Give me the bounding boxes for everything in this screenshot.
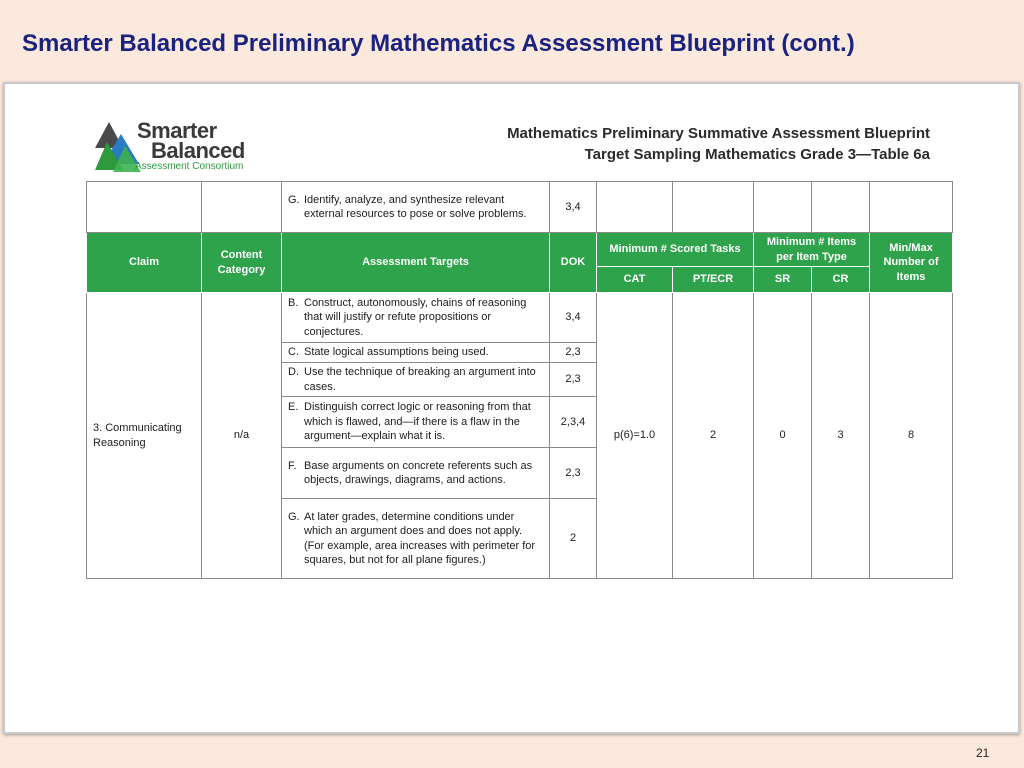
dok-cell: 2,3 <box>550 363 597 397</box>
document-title-line1: Mathematics Preliminary Summative Assessment Blueprint <box>507 125 930 142</box>
header-claim: Claim <box>87 233 202 293</box>
target-cell <box>282 397 550 448</box>
header-content-category: Content Category <box>202 233 282 293</box>
pt-ecr-cell: 2 <box>673 293 754 579</box>
empty-cell <box>87 182 202 233</box>
target-cell <box>282 343 550 363</box>
dok-cell: 2,3 <box>550 343 597 363</box>
claim-cell: 3. Communicating Reasoning <box>87 293 202 579</box>
table-row <box>87 293 953 343</box>
slide-title: Smarter Balanced Preliminary Mathematics Assessment Blueprint (cont.) <box>22 30 855 57</box>
dok-cell: 3,4 <box>550 293 597 343</box>
empty-cell <box>597 182 673 233</box>
target-letter: F. <box>288 459 297 472</box>
target-text: Distinguish correct logic or reasoning from that which is flawed, and—if there is a flaw in the argument—explain what it is. <box>304 401 531 443</box>
header-cr: CR <box>812 267 870 293</box>
cr-cell: 3 <box>812 293 870 579</box>
target-cell <box>282 293 550 343</box>
dok-cell: 2,3,4 <box>550 397 597 448</box>
header-min-scored-tasks: Minimum # Scored Tasks <box>597 233 754 267</box>
table-row-top <box>87 182 953 233</box>
target-letter: G. <box>288 510 300 523</box>
target-cell <box>282 363 550 397</box>
target-letter: C. <box>288 346 299 359</box>
blueprint-table <box>86 181 953 579</box>
smarter-balanced-logo <box>95 118 265 174</box>
header-cat: CAT <box>597 267 673 293</box>
target-cell <box>282 448 550 499</box>
document-title-line2: Target Sampling Mathematics Grade 3—Table 6a <box>584 146 930 163</box>
logo-line2: Balanced <box>151 138 245 163</box>
target-text: Identify, analyze, and synthesize relevant external resources to pose or solve problems. <box>304 193 527 220</box>
target-text: At later grades, determine conditions under which an argument does and does not apply. (For example, area increases with perimeter for squares, but not for all plane figures.) <box>304 510 536 566</box>
header-row-1 <box>87 233 953 267</box>
empty-cell <box>870 182 953 233</box>
cat-cell: p(6)=1.0 <box>597 293 673 579</box>
logo-line3: Assessment Consortium <box>135 161 244 172</box>
header-sr: SR <box>754 267 812 293</box>
empty-cell <box>673 182 754 233</box>
header-assessment-targets: Assessment Targets <box>282 233 550 293</box>
sr-cell: 0 <box>754 293 812 579</box>
empty-cell <box>202 182 282 233</box>
document-title <box>507 123 930 165</box>
target-letter: D. <box>288 366 299 378</box>
target-letter: B. <box>288 296 299 309</box>
page-number: 21 <box>976 746 990 760</box>
empty-cell <box>812 182 870 233</box>
header-min-max-items: Min/Max Number of Items <box>870 233 953 293</box>
target-letter: G. <box>288 193 300 206</box>
dok-cell: 2 <box>550 499 597 579</box>
logo-line1: Smarter <box>137 118 217 143</box>
target-text: State logical assumptions being used. <box>304 346 489 359</box>
content-category-cell: n/a <box>202 293 282 579</box>
min-max-cell: 8 <box>870 293 953 579</box>
target-text: Use the technique of breaking an argument into cases. <box>304 366 536 393</box>
target-cell <box>282 499 550 579</box>
dok-cell: 3,4 <box>550 182 597 233</box>
dok-cell: 2,3 <box>550 448 597 499</box>
target-text: Base arguments on concrete referents such as objects, drawings, diagrams, and actions. <box>304 459 533 486</box>
header-pt-ecr: PT/ECR <box>673 267 754 293</box>
target-cell <box>282 182 550 233</box>
header-dok: DOK <box>550 233 597 293</box>
target-text: Construct, autonomously, chains of reasoning that will justify or refute propositions or conjectures. <box>304 296 527 338</box>
header-min-items-per-type: Minimum # Items per Item Type <box>754 233 870 267</box>
empty-cell <box>754 182 812 233</box>
target-letter: E. <box>288 401 299 414</box>
